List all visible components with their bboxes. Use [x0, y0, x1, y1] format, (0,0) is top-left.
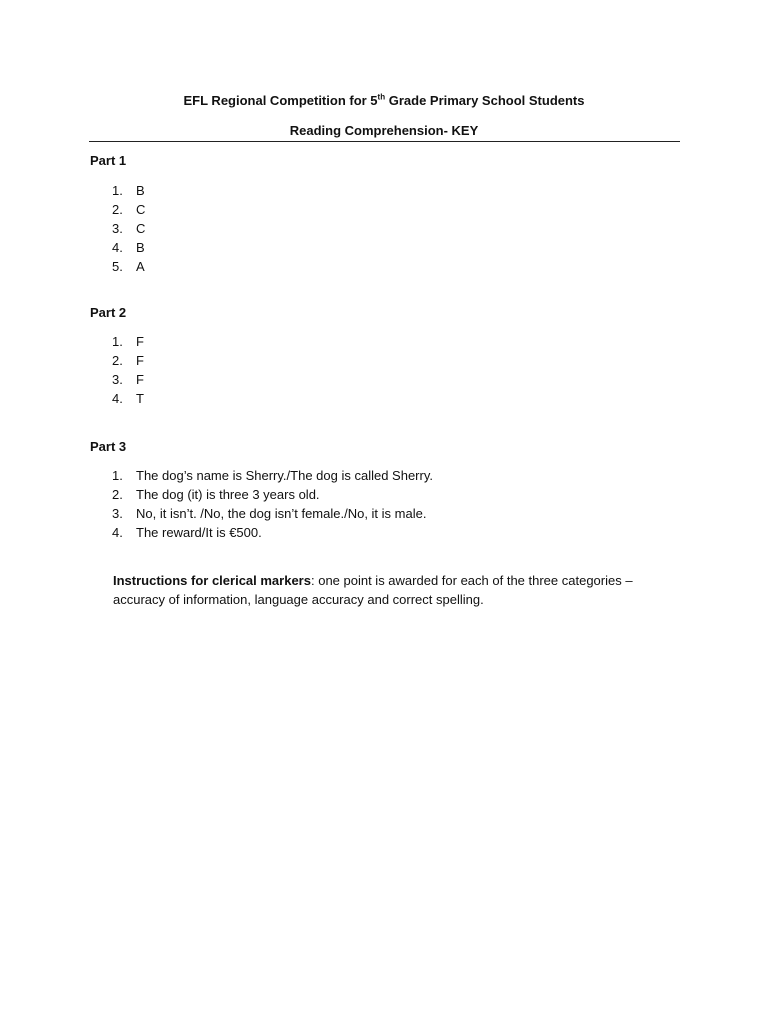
part-2-heading: Part 2 [90, 305, 127, 320]
item-number: 3. [112, 221, 123, 236]
item-answer: F [136, 334, 144, 349]
item-number: 1. [112, 183, 123, 198]
item-answer: No, it isn’t. /No, the dog isn’t female./No, it is male. [136, 506, 427, 521]
item-number: 2. [112, 487, 123, 502]
item-answer: A [136, 259, 145, 274]
item-answer: F [136, 353, 144, 368]
part-1-heading: Part 1 [90, 153, 127, 168]
title-text: EFL Regional Competition for 5 [183, 93, 378, 108]
marker-instructions [113, 571, 685, 609]
item-answer: C [136, 221, 146, 236]
item-number: 2. [112, 353, 123, 368]
item-answer: B [136, 183, 145, 198]
item-number: 1. [112, 468, 123, 483]
item-number: 3. [112, 506, 123, 521]
item-number: 4. [112, 391, 123, 406]
item-number: 5. [112, 259, 123, 274]
instructions-label: Instructions for clerical markers [113, 573, 311, 588]
item-answer: The dog’s name is Sherry./The dog is called Sherry. [136, 468, 433, 483]
item-answer: The dog (it) is three 3 years old. [136, 487, 320, 502]
item-number: 1. [112, 334, 123, 349]
item-answer: C [136, 202, 146, 217]
item-number: 2. [112, 202, 123, 217]
document-subtitle: Reading Comprehension- KEY [289, 123, 479, 138]
title-text-rest: Grade Primary School Students [385, 93, 585, 108]
document-title [0, 92, 768, 110]
item-answer: B [136, 240, 145, 255]
item-answer: T [136, 391, 144, 406]
item-answer: The reward/It is €500. [136, 525, 262, 540]
item-number: 4. [112, 525, 123, 540]
part-3-heading: Part 3 [90, 439, 127, 454]
item-answer: F [136, 372, 144, 387]
item-number: 4. [112, 240, 123, 255]
title-superscript: th [377, 92, 386, 102]
item-number: 3. [112, 372, 123, 387]
instructions-text: : one point is awarded for each of the three categories – accuracy of information, language accuracy and correct spelling. [113, 573, 633, 607]
header-divider [89, 141, 680, 142]
